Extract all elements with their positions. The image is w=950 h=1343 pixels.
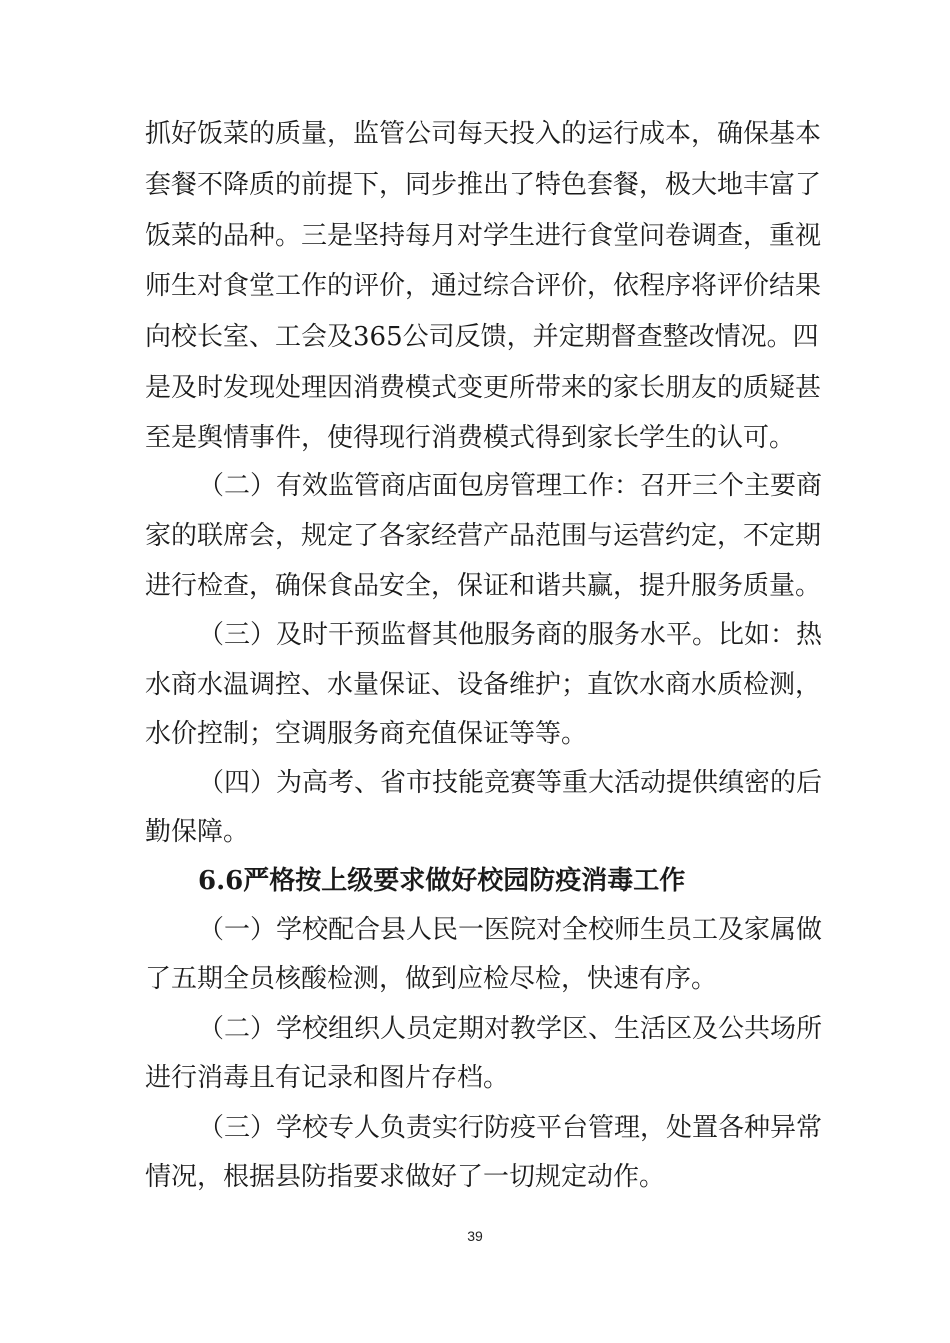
paragraph-line: 套餐不降质的前提下，同步推出了特色套餐，极大地丰富了 [145,170,822,200]
paragraph-line: 至是舆情事件，使得现行消费模式得到家长学生的认可。 [145,423,796,453]
paragraph-line: 是及时发现处理因消费模式变更所带来的家长朋友的质疑甚 [145,373,822,403]
paragraph-line: （四）为高考、省市技能竞赛等重大活动提供缜密的后 [198,768,823,798]
paragraph-line: 情况，根据县防指要求做好了一切规定动作。 [145,1162,666,1192]
paragraph-line: 师生对食堂工作的评价，通过综合评价，依程序将评价结果 [145,271,822,301]
paragraph-line: （二）有效监管商店面包房管理工作：召开三个主要商 [198,471,823,501]
paragraph-line: 进行检查，确保食品安全，保证和谐共赢，提升服务质量。 [145,571,822,601]
paragraph-line: 水商水温调控、水量保证、设备维护；直饮水商水质检测， [145,670,822,700]
page-number: 39 [467,1228,483,1244]
paragraph-line: （二）学校组织人员定期对教学区、生活区及公共场所 [198,1014,823,1044]
paragraph-line: 抓好饭菜的质量，监管公司每天投入的运行成本，确保基本 [145,119,822,149]
section-heading: 6.6严格按上级要求做好校园防疫消毒工作 [198,866,686,896]
paragraph-line: 水价控制；空调服务商充值保证等等。 [145,719,588,749]
paragraph-line: 向校长室、工会及365公司反馈，并定期督查整改情况。四 [145,322,819,352]
paragraph-line: （三）学校专人负责实行防疫平台管理，处置各种异常 [198,1113,823,1143]
paragraph-line: （三）及时干预监督其他服务商的服务水平。比如：热 [198,620,823,650]
paragraph-line: 家的联席会，规定了各家经营产品范围与运营约定，不定期 [145,521,822,551]
paragraph-line: 饭菜的品种。三是坚持每月对学生进行食堂问卷调查，重视 [145,221,822,251]
paragraph-line: （一）学校配合县人民一医院对全校师生员工及家属做 [198,915,823,945]
paragraph-line: 了五期全员核酸检测，做到应检尽检，快速有序。 [145,964,718,994]
paragraph-line: 勤保障。 [145,817,250,847]
paragraph-line: 进行消毒且有记录和图片存档。 [145,1063,510,1093]
